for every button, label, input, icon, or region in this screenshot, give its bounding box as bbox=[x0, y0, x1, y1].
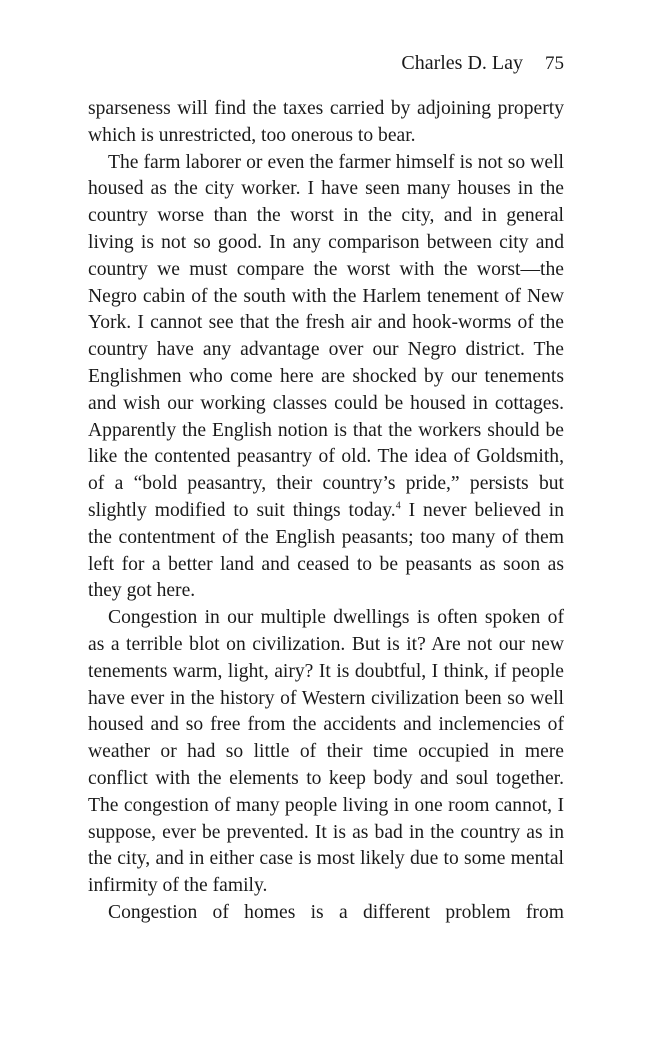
running-head bbox=[88, 52, 564, 82]
paragraph-congestion-homes: Congestion of homes is a different problem from bbox=[108, 901, 564, 923]
book-page bbox=[88, 52, 564, 927]
running-head-author: Charles D. Lay bbox=[401, 52, 523, 74]
paragraph-text: The farm laborer or even the farmer himself is not so well housed as the city worker. I have seen many houses in the country worse than the worst in the city, and in general living is not so good. In any comparison between city and country we must compare the worst with the worst—the Negro cabin of the south with the Harlem tenement of New York. I cannot see that the fresh air and hook-worms of the country have any advantage over our Negro district. The Englishmen who come here are shocked by our tenements and wish our working classes could be housed in cottages. Apparently the English notion is that the workers should be like the contented peasantry of old. The idea of Goldsmith, of a “bold peasantry, their country’s pride,” persists but slightly modified to suit things today. bbox=[88, 151, 564, 521]
footnote-reference[interactable]: 4 bbox=[395, 500, 401, 512]
paragraph-congestion-dwellings: Congestion in our multiple dwellings is often spoken of as a terrible blot on civilization. But is it? Are not our new tenements warm, light, airy? It is doubtful, I think, if people have ever in the history of Western civilization been so well housed and so free from the accidents and inclemencies of weather or had so little of their time occupied in mere conflict with the elements to keep body and soul together. The congestion of many people living in one room cannot, I suppose, ever be prevented. It is as bad in the country as in the city, and in either case is most likely due to some mental infirmity of the family. bbox=[88, 607, 564, 897]
paragraph-continued: sparseness will find the taxes carried by adjoining property which is unrestricted, too onerous to bear. bbox=[88, 98, 564, 146]
paragraph-text: I never believed in the contentment of the English peasants; too many of them left for a better land and ceased to be peasants as soon as they got here. bbox=[88, 499, 564, 602]
paragraph-farm-laborer bbox=[88, 150, 564, 606]
body-text bbox=[88, 96, 564, 927]
page-number: 75 bbox=[545, 53, 564, 74]
